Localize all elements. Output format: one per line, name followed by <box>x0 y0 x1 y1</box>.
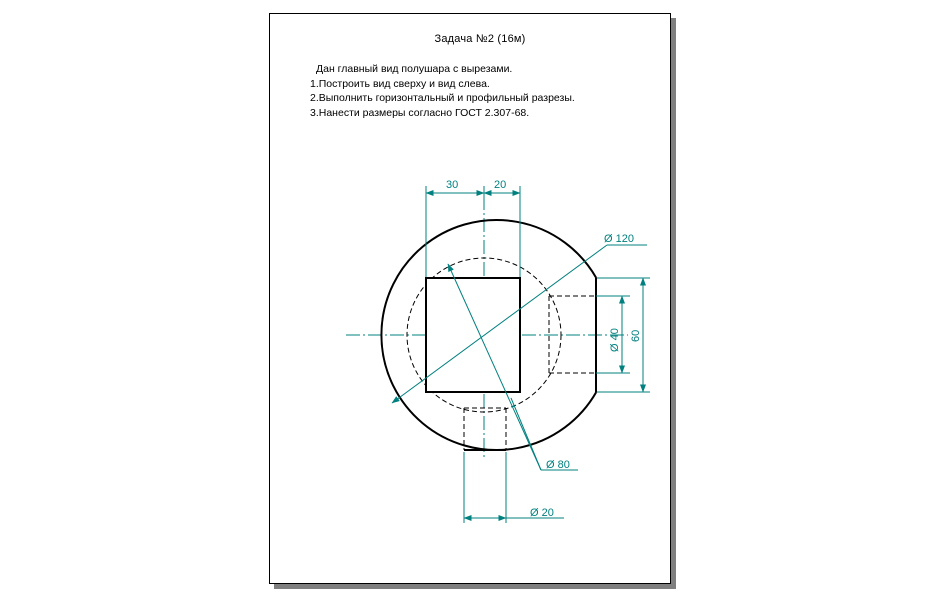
bottom-hidden-hole <box>464 408 506 450</box>
task-line-4: 3.Нанести размеры согласно ГОСТ 2.307-68. <box>310 106 530 119</box>
dim-20-top: 20 <box>494 179 507 191</box>
dim-bottom-20: Ø 20 <box>530 507 554 519</box>
task-title: Задача №2 (16м) <box>434 33 526 45</box>
dim-inner-80: Ø 80 <box>546 459 570 471</box>
dim-30: 30 <box>446 179 459 191</box>
square-cutout <box>426 278 520 392</box>
task-line-2: 1.Построить вид сверху и вид слева. <box>310 77 490 90</box>
task-line-1: Дан главный вид полушара с вырезами. <box>316 63 513 75</box>
dim-sphere-120: Ø 120 <box>604 233 634 245</box>
dim-hole-40: Ø 40 <box>609 328 621 352</box>
dim-height-60: 60 <box>630 329 642 342</box>
task-line-3: 2.Выполнить горизонтальный и профильный разрезы. <box>310 92 575 104</box>
